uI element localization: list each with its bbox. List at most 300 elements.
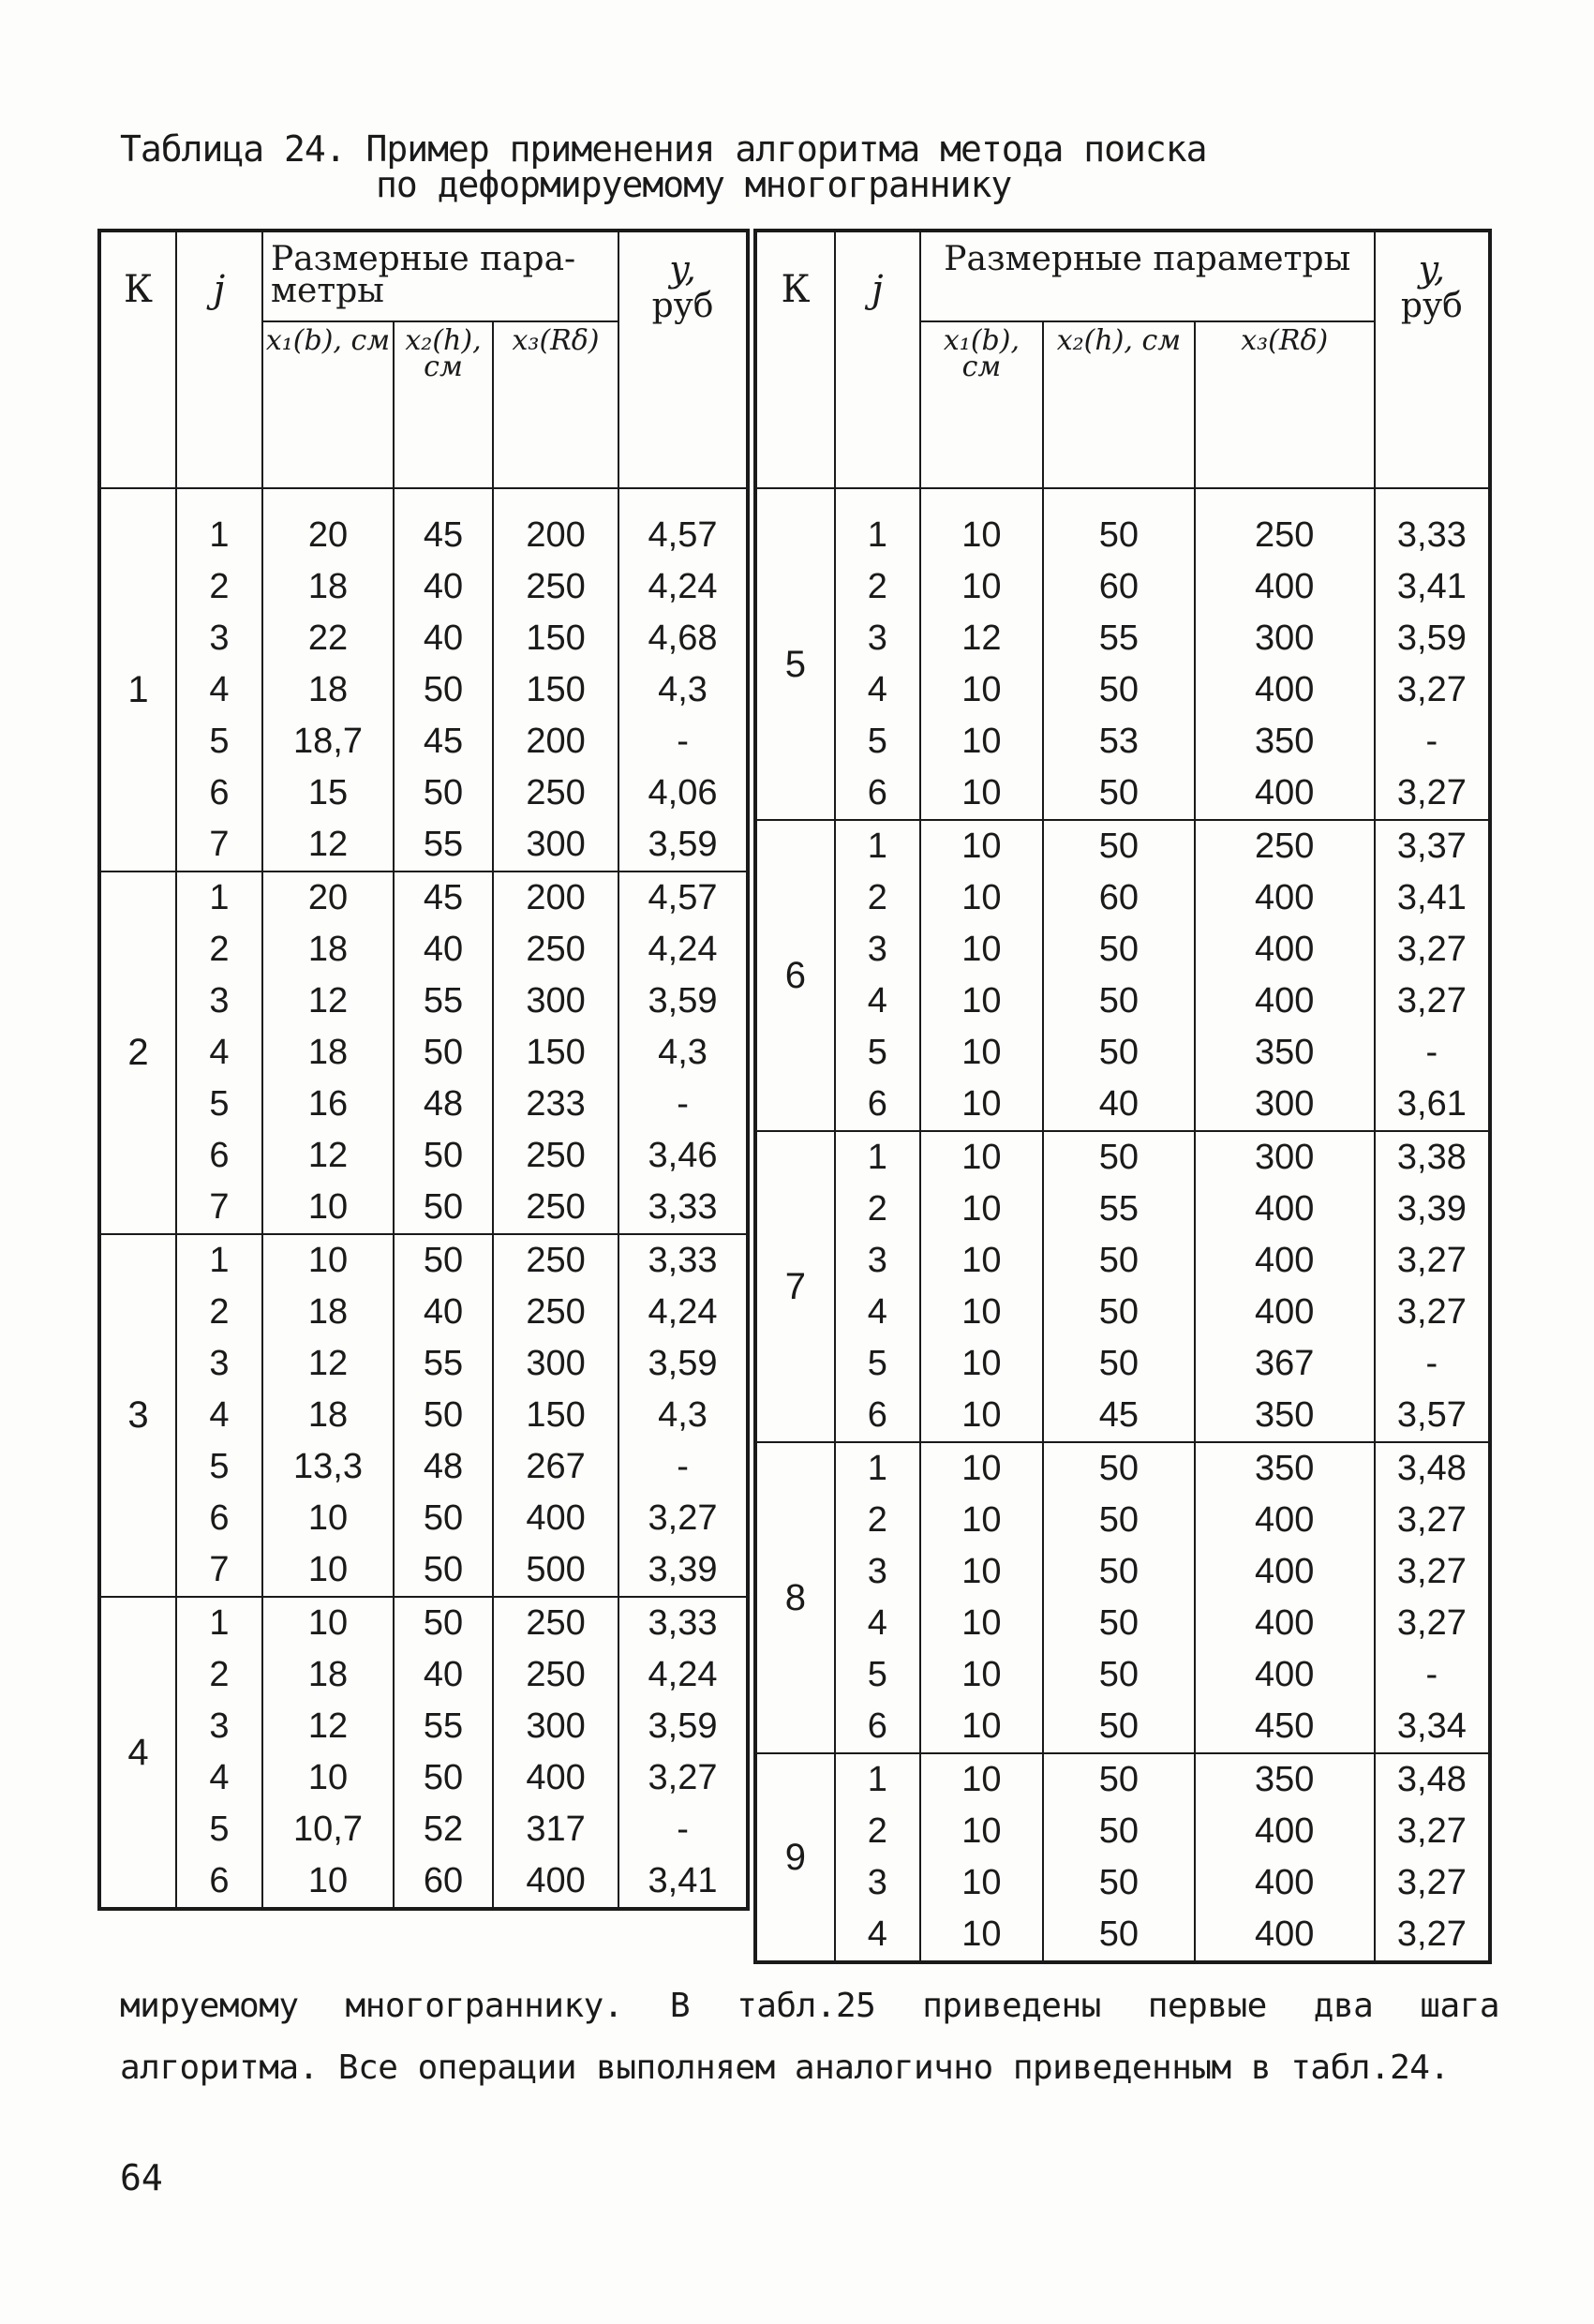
cell-j: 3: [176, 1701, 262, 1752]
cell-x2: 50: [1043, 1495, 1195, 1546]
cell-j: 5: [835, 1027, 920, 1079]
table-row: [755, 820, 1490, 872]
cell-y: 3,27: [618, 1752, 748, 1804]
cell-x1: 12: [262, 819, 394, 872]
cell-x1: 18: [262, 664, 394, 716]
cell-x1: 10: [920, 664, 1043, 716]
table-row: [755, 1390, 1490, 1442]
cell-y: -: [618, 1804, 748, 1855]
table-caption: [120, 128, 1338, 205]
cell-x3: 250: [1195, 820, 1375, 872]
cell-x3: 300: [1195, 613, 1375, 664]
cell-x1: 13,3: [262, 1441, 394, 1493]
cell-x2: 50: [394, 767, 493, 819]
cell-y: 3,48: [1375, 1753, 1490, 1806]
cell-x2: 50: [1043, 1649, 1195, 1701]
cell-x1: 10,7: [262, 1804, 394, 1855]
cell-x3: 150: [493, 664, 618, 716]
cell-y: -: [1375, 1649, 1490, 1701]
cell-y: 3,27: [1375, 1806, 1490, 1857]
cell-x2: 40: [394, 1649, 493, 1701]
cell-x2: 50: [1043, 767, 1195, 820]
header-y-unit: руб: [1400, 287, 1463, 325]
cell-x1: 10: [920, 1442, 1043, 1495]
cell-x3: 300: [493, 1701, 618, 1752]
cell-x3: 400: [1195, 1649, 1375, 1701]
cell-x3: 400: [1195, 1546, 1375, 1598]
cell-j: 1: [176, 510, 262, 561]
cell-y: 3,46: [618, 1130, 748, 1182]
cell-j: 5: [835, 716, 920, 767]
cell-j: 3: [835, 1857, 920, 1909]
cell-x1: 10: [920, 1287, 1043, 1338]
table-right-half: [753, 229, 1492, 1964]
cell-x2: 50: [1043, 1027, 1195, 1079]
cell-x3: 250: [493, 1597, 618, 1649]
cell-x1: 10: [920, 1495, 1043, 1546]
table-row: [755, 1338, 1490, 1390]
cell-y: -: [1375, 1338, 1490, 1390]
cell-y: 3,27: [1375, 767, 1490, 820]
cell-x2: 40: [394, 561, 493, 613]
table-row: [99, 976, 748, 1027]
table-row: [99, 872, 748, 924]
cell-y: 3,57: [1375, 1390, 1490, 1442]
cell-x3: 350: [1195, 1442, 1375, 1495]
cell-x1: 18: [262, 924, 394, 976]
header-y-symbol: y,: [1418, 248, 1446, 290]
cell-j: 3: [835, 924, 920, 976]
cell-x3: 200: [493, 510, 618, 561]
cell-y: 3,41: [1375, 872, 1490, 924]
cell-x1: 10: [920, 1546, 1043, 1598]
cell-y: -: [618, 716, 748, 767]
table-row: [99, 1804, 748, 1855]
cell-x2: 50: [394, 1234, 493, 1287]
cell-x3: 400: [1195, 664, 1375, 716]
spacer-cell: [1195, 488, 1375, 510]
cell-x1: 10: [920, 872, 1043, 924]
table-row: [99, 561, 748, 613]
header-y: [618, 231, 748, 488]
table-row: [99, 1130, 748, 1182]
cell-j: 3: [176, 976, 262, 1027]
cell-k: 4: [99, 1597, 176, 1909]
cell-x2: 55: [1043, 1184, 1195, 1235]
cell-x1: 10: [920, 1649, 1043, 1701]
cell-y: 3,41: [1375, 561, 1490, 613]
cell-j: 2: [835, 1495, 920, 1546]
table-row: [99, 819, 748, 872]
table-left-body: [99, 488, 748, 1909]
cell-x3: 150: [493, 1390, 618, 1441]
cell-x3: 350: [1195, 1753, 1375, 1806]
cell-x2: 50: [1043, 664, 1195, 716]
header-x2: x₂(h), см: [394, 321, 493, 488]
cell-x1: 10: [920, 924, 1043, 976]
cell-j: 1: [835, 1753, 920, 1806]
cell-x1: 10: [920, 1857, 1043, 1909]
cell-j: 4: [176, 1390, 262, 1441]
cell-x2: 40: [1043, 1079, 1195, 1131]
table-row: [99, 664, 748, 716]
cell-j: 2: [176, 561, 262, 613]
cell-j: 6: [835, 1079, 920, 1131]
cell-x2: 50: [1043, 1701, 1195, 1753]
table-row: [99, 1701, 748, 1752]
cell-y: 4,3: [618, 1027, 748, 1079]
table-row: [755, 1027, 1490, 1079]
cell-x2: 50: [1043, 924, 1195, 976]
body-paragraph: мируемому многограннику. В табл.25 приведены первые два шага алгоритма. Все операции выполняем аналогично приведенным в табл.24.: [120, 1987, 1499, 2087]
cell-x1: 10: [920, 820, 1043, 872]
cell-x1: 18: [262, 1390, 394, 1441]
cell-x1: 18: [262, 1649, 394, 1701]
cell-y: 4,06: [618, 767, 748, 819]
cell-x3: 250: [493, 1234, 618, 1287]
header-x2: x₂(h), см: [1043, 321, 1195, 488]
header-x1: x₁(b), см: [920, 321, 1043, 488]
cell-k: 7: [755, 1131, 835, 1442]
cell-x1: 10: [920, 1390, 1043, 1442]
cell-x2: 50: [1043, 1857, 1195, 1909]
cell-x2: 50: [1043, 1546, 1195, 1598]
cell-y: 3,39: [1375, 1184, 1490, 1235]
cell-x2: 40: [394, 613, 493, 664]
cell-k: 8: [755, 1442, 835, 1753]
cell-x3: 400: [1195, 872, 1375, 924]
cell-j: 5: [176, 716, 262, 767]
cell-x3: 250: [493, 1130, 618, 1182]
table-row: [755, 976, 1490, 1027]
cell-x2: 53: [1043, 716, 1195, 767]
cell-x3: 267: [493, 1441, 618, 1493]
spacer-cell: [99, 488, 176, 510]
table-row: [99, 613, 748, 664]
cell-j: 4: [176, 1752, 262, 1804]
cell-y: 3,37: [1375, 820, 1490, 872]
table-row: [755, 1857, 1490, 1909]
cell-j: 1: [835, 1442, 920, 1495]
cell-x1: 12: [262, 976, 394, 1027]
cell-x3: 233: [493, 1079, 618, 1130]
cell-x1: 10: [920, 1027, 1043, 1079]
cell-y: 3,39: [618, 1544, 748, 1597]
header-j: j: [176, 231, 262, 488]
table-row: [755, 664, 1490, 716]
cell-x2: 60: [1043, 561, 1195, 613]
table-row: [755, 1442, 1490, 1495]
cell-x3: 350: [1195, 1390, 1375, 1442]
cell-y: 3,27: [1375, 976, 1490, 1027]
cell-x1: 10: [920, 1701, 1043, 1753]
cell-x2: 50: [394, 1027, 493, 1079]
cell-x3: 400: [1195, 561, 1375, 613]
cell-x3: 400: [493, 1752, 618, 1804]
cell-y: 4,68: [618, 613, 748, 664]
cell-k: 2: [99, 872, 176, 1234]
cell-y: 3,27: [1375, 1857, 1490, 1909]
cell-j: 7: [176, 1544, 262, 1597]
table-row: [99, 1234, 748, 1287]
cell-x2: 60: [394, 1855, 493, 1909]
table-row: [755, 1546, 1490, 1598]
spacer-cell: [835, 488, 920, 510]
cell-x1: 10: [262, 1234, 394, 1287]
cell-x2: 50: [1043, 1598, 1195, 1649]
cell-x2: 48: [394, 1441, 493, 1493]
caption-line-1: Таблица 24. Пример применения алгоритма метода поиска: [120, 128, 1207, 170]
cell-x2: 52: [394, 1804, 493, 1855]
cell-y: 3,27: [1375, 1495, 1490, 1546]
table-row: [755, 1079, 1490, 1131]
cell-j: 5: [835, 1338, 920, 1390]
cell-x1: 10: [920, 510, 1043, 561]
cell-j: 1: [176, 872, 262, 924]
cell-x3: 400: [1195, 767, 1375, 820]
cell-x1: 15: [262, 767, 394, 819]
cell-x1: 10: [920, 1184, 1043, 1235]
cell-j: 3: [176, 1338, 262, 1390]
cell-x1: 12: [262, 1338, 394, 1390]
spacer-cell: [1375, 488, 1490, 510]
header-params: Размерные параметры: [920, 231, 1375, 321]
cell-x2: 50: [1043, 1287, 1195, 1338]
cell-k: 9: [755, 1753, 835, 1962]
cell-y: 3,48: [1375, 1442, 1490, 1495]
cell-x2: 50: [1043, 1235, 1195, 1287]
cell-x1: 10: [920, 1338, 1043, 1390]
cell-x2: 50: [1043, 820, 1195, 872]
cell-x2: 55: [394, 976, 493, 1027]
cell-x2: 55: [394, 1338, 493, 1390]
cell-x3: 250: [493, 1182, 618, 1234]
cell-x2: 50: [394, 1752, 493, 1804]
cell-j: 2: [835, 561, 920, 613]
header-x3: x₃(Rδ): [493, 321, 618, 488]
spacer-cell: [394, 488, 493, 510]
cell-j: 2: [176, 924, 262, 976]
table-row: [99, 1597, 748, 1649]
cell-x1: 18: [262, 1287, 394, 1338]
table-row: [755, 1184, 1490, 1235]
cell-x3: 500: [493, 1544, 618, 1597]
table-row: [99, 1855, 748, 1909]
cell-x3: 300: [493, 1338, 618, 1390]
table-row: [755, 872, 1490, 924]
cell-j: 4: [835, 1598, 920, 1649]
cell-j: 6: [176, 1493, 262, 1544]
cell-x3: 250: [1195, 510, 1375, 561]
cell-x2: 55: [394, 1701, 493, 1752]
cell-x2: 60: [1043, 872, 1195, 924]
spacer-cell: [920, 488, 1043, 510]
cell-y: 4,24: [618, 561, 748, 613]
cell-x1: 10: [920, 976, 1043, 1027]
cell-x3: 400: [493, 1493, 618, 1544]
cell-y: 3,34: [1375, 1701, 1490, 1753]
table-row: [755, 716, 1490, 767]
cell-y: 3,33: [618, 1597, 748, 1649]
cell-x1: 10: [262, 1752, 394, 1804]
cell-x2: 45: [1043, 1390, 1195, 1442]
cell-y: 3,27: [1375, 1235, 1490, 1287]
cell-j: 1: [835, 510, 920, 561]
table-row: [755, 1806, 1490, 1857]
cell-y: 3,33: [618, 1182, 748, 1234]
table-row: [99, 510, 748, 561]
cell-x3: 400: [1195, 1235, 1375, 1287]
cell-k: 3: [99, 1234, 176, 1597]
cell-y: 4,57: [618, 872, 748, 924]
cell-x1: 10: [262, 1855, 394, 1909]
cell-y: 3,27: [1375, 1909, 1490, 1962]
spacer-cell: [262, 488, 394, 510]
table-row: [99, 1079, 748, 1130]
cell-x3: 400: [1195, 1806, 1375, 1857]
cell-j: 1: [835, 1131, 920, 1184]
table-row: [99, 767, 748, 819]
header-k: К: [755, 231, 835, 488]
table-row: [755, 1131, 1490, 1184]
cell-x3: 400: [1195, 1909, 1375, 1962]
cell-x1: 18,7: [262, 716, 394, 767]
cell-j: 2: [835, 1184, 920, 1235]
cell-k: 6: [755, 820, 835, 1131]
cell-x3: 450: [1195, 1701, 1375, 1753]
table-row: [99, 1287, 748, 1338]
cell-y: -: [1375, 716, 1490, 767]
cell-x3: 400: [1195, 1598, 1375, 1649]
cell-j: 5: [835, 1649, 920, 1701]
cell-j: 5: [176, 1441, 262, 1493]
cell-x3: 300: [493, 819, 618, 872]
header-y-symbol: y,: [669, 248, 696, 290]
cell-x3: 250: [493, 1649, 618, 1701]
cell-x1: 10: [262, 1597, 394, 1649]
cell-j: 3: [835, 1546, 920, 1598]
cell-x3: 150: [493, 1027, 618, 1079]
cell-x2: 50: [394, 1390, 493, 1441]
cell-x3: 200: [493, 872, 618, 924]
cell-y: 3,27: [1375, 924, 1490, 976]
cell-x1: 10: [262, 1544, 394, 1597]
table-row: [755, 924, 1490, 976]
cell-x2: 40: [394, 1287, 493, 1338]
cell-x2: 48: [394, 1079, 493, 1130]
cell-x3: 400: [1195, 976, 1375, 1027]
table-row: [755, 1701, 1490, 1753]
header-params: Размерные пара- метры: [262, 231, 618, 321]
table-row: [755, 1287, 1490, 1338]
cell-j: 2: [176, 1287, 262, 1338]
table-row: [755, 767, 1490, 820]
cell-j: 2: [835, 872, 920, 924]
cell-x1: 10: [920, 716, 1043, 767]
caption-line-2: по деформируемому многограннику: [376, 164, 1012, 205]
cell-y: 4,24: [618, 924, 748, 976]
cell-j: 3: [176, 613, 262, 664]
cell-x1: 12: [262, 1130, 394, 1182]
table-row: [99, 1027, 748, 1079]
cell-x2: 45: [394, 872, 493, 924]
cell-y: 3,59: [618, 1338, 748, 1390]
table-left-half: [97, 229, 750, 1911]
cell-x2: 50: [394, 1544, 493, 1597]
cell-x2: 45: [394, 716, 493, 767]
header-y-unit: руб: [651, 287, 714, 325]
cell-y: 4,24: [618, 1649, 748, 1701]
cell-y: -: [618, 1441, 748, 1493]
cell-x2: 50: [394, 1493, 493, 1544]
table-row: [755, 613, 1490, 664]
cell-k: 5: [755, 510, 835, 820]
table-row: [99, 1493, 748, 1544]
cell-x3: 400: [1195, 924, 1375, 976]
cell-x3: 400: [1195, 1857, 1375, 1909]
header-k: К: [99, 231, 176, 488]
cell-j: 4: [176, 664, 262, 716]
cell-j: 4: [835, 664, 920, 716]
cell-x2: 50: [1043, 1753, 1195, 1806]
cell-y: -: [1375, 1027, 1490, 1079]
table-row: [755, 1909, 1490, 1962]
cell-y: 3,59: [618, 976, 748, 1027]
cell-x3: 300: [493, 976, 618, 1027]
cell-y: 3,59: [618, 1701, 748, 1752]
cell-j: 7: [176, 819, 262, 872]
cell-x3: 350: [1195, 1027, 1375, 1079]
cell-j: 2: [835, 1806, 920, 1857]
cell-x3: 250: [493, 924, 618, 976]
table-row: [99, 716, 748, 767]
cell-x3: 317: [493, 1804, 618, 1855]
table-row: [755, 1753, 1490, 1806]
cell-x2: 50: [1043, 1806, 1195, 1857]
cell-y: -: [618, 1079, 748, 1130]
cell-x3: 400: [1195, 1495, 1375, 1546]
cell-x1: 22: [262, 613, 394, 664]
cell-x1: 20: [262, 872, 394, 924]
cell-y: 3,38: [1375, 1131, 1490, 1184]
table-row: [99, 924, 748, 976]
cell-x2: 50: [394, 1130, 493, 1182]
header-x1: x₁(b), см: [262, 321, 394, 488]
spacer-cell: [755, 488, 835, 510]
spacer-cell: [1043, 488, 1195, 510]
cell-x2: 50: [1043, 976, 1195, 1027]
cell-x1: 10: [920, 1753, 1043, 1806]
header-j: j: [835, 231, 920, 488]
cell-x3: 250: [493, 1287, 618, 1338]
cell-x2: 40: [394, 924, 493, 976]
cell-j: 6: [835, 1390, 920, 1442]
cell-y: 3,27: [618, 1493, 748, 1544]
table-row: [99, 1338, 748, 1390]
cell-k: 1: [99, 510, 176, 872]
cell-x2: 50: [1043, 1131, 1195, 1184]
cell-j: 6: [835, 767, 920, 820]
cell-x1: 18: [262, 561, 394, 613]
cell-j: 3: [835, 613, 920, 664]
table-row: [99, 1649, 748, 1701]
cell-y: 3,27: [1375, 1546, 1490, 1598]
cell-x1: 16: [262, 1079, 394, 1130]
cell-x1: 12: [920, 613, 1043, 664]
cell-x1: 10: [262, 1182, 394, 1234]
table-row: [99, 1182, 748, 1234]
table-row: [99, 1544, 748, 1597]
